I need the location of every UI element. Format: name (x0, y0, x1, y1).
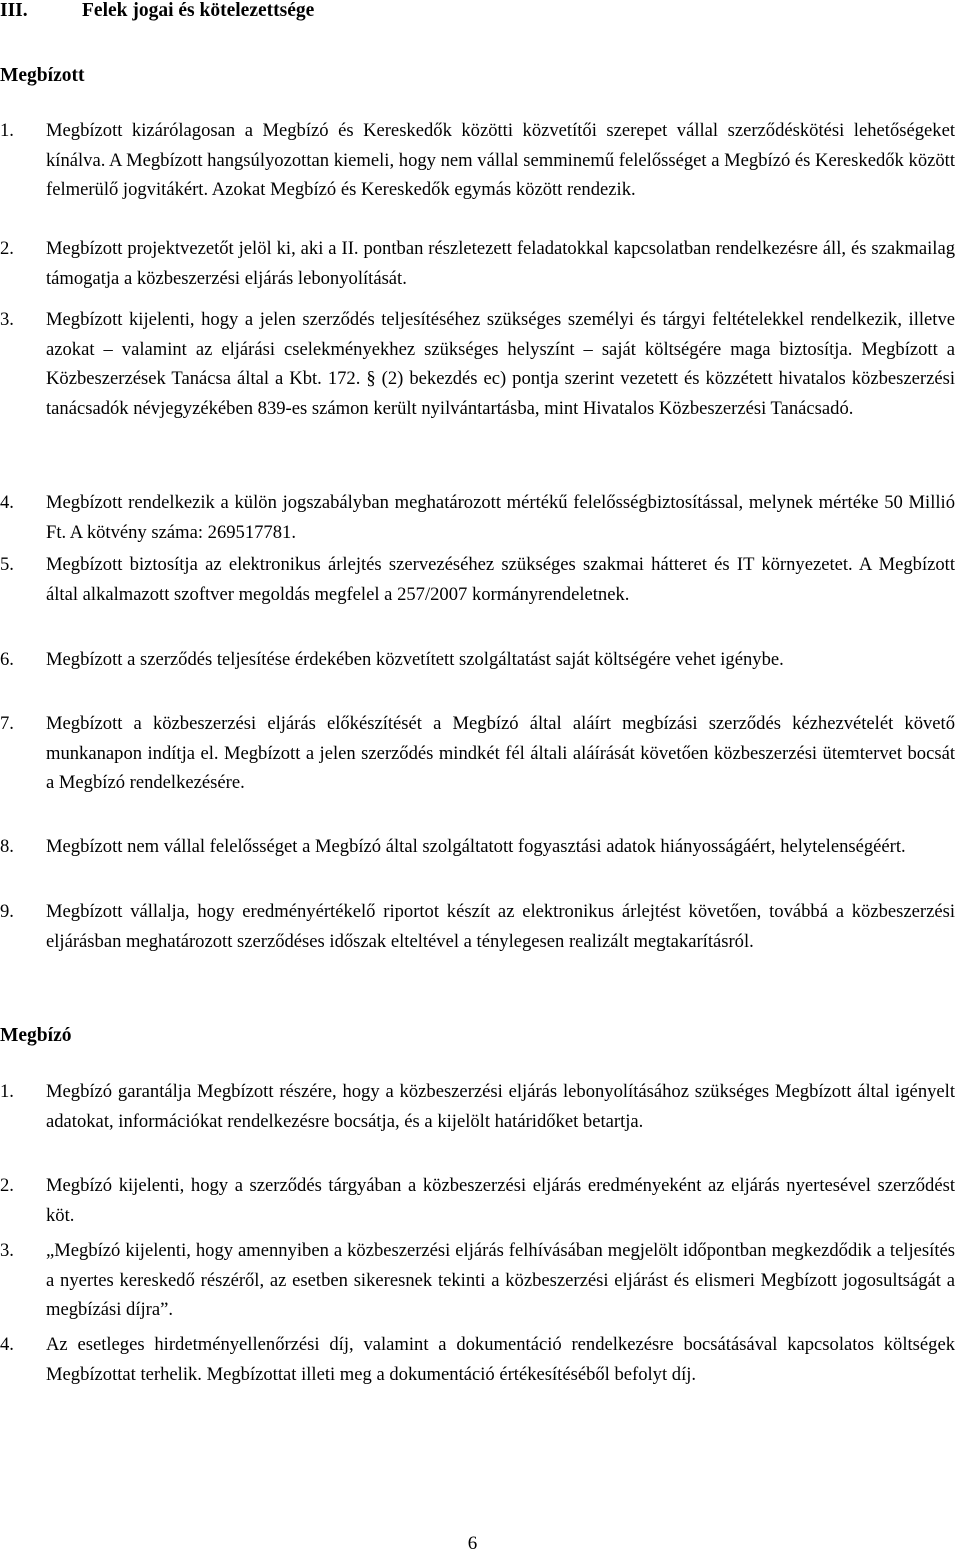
item-text: Megbízott vállalja, hogy eredményértékelő riportot készít az elektronikus árlejtést követően, továbbá a közbeszerzési eljárásban meghatározott szerződéses időszak elteltével a ténylegesen realizált megtakarításról. (46, 901, 955, 952)
megbizott-item-3 (0, 305, 955, 423)
item-text: Az esetleges hirdetményellenőrzési díj, valamint a dokumentáció rendelkezésre bocsátásával kapcsolatos költségek Megbízottat terhelik. Megbízottat illeti meg a dokumentáció értékesítéséből befolyt díj. (46, 1334, 955, 1385)
megbizo-item-3 (0, 1236, 955, 1325)
item-text: Megbízott projektvezetőt jelöl ki, aki a II. pontban részletezett feladatokkal kapcsolatban rendelkezésre áll, és szakmailag támogatja a közbeszerzési eljárás lebonyolítását. (46, 238, 955, 289)
item-number: 6. (0, 649, 14, 670)
megbizo-item-4 (0, 1330, 955, 1389)
megbizott-item-4 (0, 488, 955, 547)
item-number: 2. (0, 1175, 14, 1196)
item-text: Megbízott nem vállal felelősséget a Megbízó által szolgáltatott fogyasztási adatok hiányosságáért, helytelenségéért. (46, 836, 906, 857)
item-number: 4. (0, 492, 14, 513)
section-title: Felek jogai és kötelezettsége (82, 0, 315, 21)
item-number: 7. (0, 713, 14, 734)
item-number: 3. (0, 1240, 14, 1261)
section-number: III. (0, 0, 28, 21)
megbizott-item-9 (0, 897, 955, 956)
item-text: Megbízott a szerződés teljesítése érdekében közvetített szolgáltatást saját költségére vehet igénybe. (46, 649, 784, 670)
item-text: „Megbízó kijelenti, hogy amennyiben a közbeszerzési eljárás felhívásában megjelölt időpontban megkezdődik a teljesítés a nyertes kereskedő részéről, az esetben sikeresnek tekinti a közbeszerzési eljárást és elismeri Megbízott jogosultságát a megbízási díjra”. (46, 1240, 955, 1321)
megbizott-item-7 (0, 709, 955, 798)
item-number: 5. (0, 554, 14, 575)
megbizott-item-6 (0, 645, 955, 675)
item-text: Megbízott kizárólagosan a Megbízó és Kereskedők közötti közvetítői szerepet vállal szerződéskötési lehetőségeket kínálva. A Megbízott hangsúlyozottan kiemeli, hogy nem vállal semminemű felelősséget a Megbízó és Kereskedők között felmerülő jogvitákért. Azokat Megbízó és Kereskedők egymás között rendezik. (46, 120, 955, 201)
item-number: 4. (0, 1334, 14, 1355)
page-number: 6 (467, 1533, 478, 1554)
megbizott-item-5 (0, 550, 955, 609)
item-number: 9. (0, 901, 14, 922)
megbizott-item-8 (0, 832, 955, 862)
item-text: Megbízó garantálja Megbízott részére, hogy a közbeszerzési eljárás lebonyolításához szükséges Megbízott által igényelt adatokat, információkat rendelkezésre bocsátja, és a kijelölt határidőket betartja. (46, 1081, 955, 1132)
megbizo-heading: Megbízó (0, 1025, 72, 1046)
item-text: Megbízott a közbeszerzési eljárás előkészítését a Megbízó által aláírt megbízási szerződés kézhezvételét követő munkanapon indítja el. Megbízott a jelen szerződés mindkét fél általi aláírását követően közbeszerzési ütemtervet bocsát a Megbízó rendelkezésére. (46, 713, 955, 794)
item-text: Megbízó kijelenti, hogy a szerződés tárgyában a közbeszerzési eljárás eredményeként az eljárás nyertesével szerződést köt. (46, 1175, 955, 1226)
item-number: 1. (0, 120, 14, 141)
item-number: 8. (0, 836, 14, 857)
item-text: Megbízott rendelkezik a külön jogszabályban meghatározott mértékű felelősségbiztosítással, melynek mértéke 50 Millió Ft. A kötvény száma: 269517781. (46, 492, 955, 543)
item-text: Megbízott biztosítja az elektronikus árlejtés szervezéséhez szükséges szakmai hátteret és IT környezetet. A Megbízott által alkalmazott szoftver megoldás megfelel a 257/2007 kormányrendeletnek. (46, 554, 955, 605)
megbizott-item-2 (0, 234, 955, 293)
megbizo-item-1 (0, 1077, 955, 1136)
megbizott-heading: Megbízott (0, 65, 85, 86)
item-number: 3. (0, 309, 14, 330)
item-number: 1. (0, 1081, 14, 1102)
megbizo-item-2 (0, 1171, 955, 1230)
megbizott-item-1 (0, 116, 955, 205)
item-number: 2. (0, 238, 14, 259)
item-text: Megbízott kijelenti, hogy a jelen szerződés teljesítéséhez szükséges személyi és tárgyi feltételekkel rendelkezik, illetve azokat – valamint az eljárási cselekményekhez szükséges helyszínt – saját költségére maga biztosítja. Megbízott a Közbeszerzések Tanácsa által a Kbt. 172. § (2) bekezdés ec) pontja szerint vezetett és közzétett hivatalos közbeszerzési tanácsadók névjegyzékében 839-es számon került nyilvántartásba, mint Hivatalos Közbeszerzési Tanácsadó. (46, 309, 955, 419)
section-heading (0, 0, 314, 26)
